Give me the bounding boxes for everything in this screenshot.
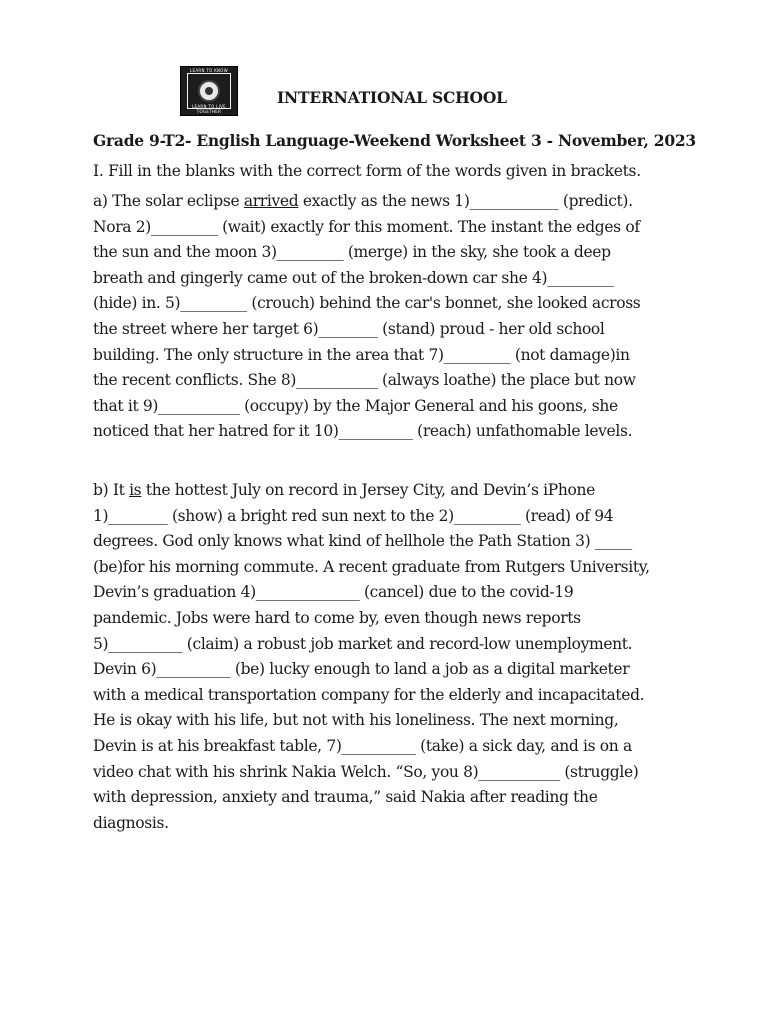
exercise-a-line: noticed that her hatred for it 10)__________ (reach) unfathomable levels. [93,422,633,441]
exercise-b-line: 5)__________ (claim) a robust job market and record-low unemployment. [93,634,633,653]
exercise-b-paragraph [93,478,673,836]
exercise-a-line: the sun and the moon 3)_________ (merge) in the sky, she took a deep [93,243,611,262]
globe-emblem-icon [198,80,220,102]
exercise-b-line: Devin 6)__________ (be) lucky enough to land a job as a digital marketer [93,660,630,679]
exercise-a-line: building. The only structure in the area that 7)_________ (not damage)in [93,345,630,364]
exercise-b-line: degrees. God only knows what kind of hellhole the Path Station 3) _____ [93,532,632,551]
logo-motto-bottom: LEARN TO LIVE TOGETHER [192,104,226,114]
exercise-b-line: with depression, anxiety and trauma,” said Nakia after reading the [93,788,598,807]
school-logo [180,66,238,116]
exercise-b-line-1: b) It is the hottest July on record in Jersey City, and Devin’s iPhone [93,481,595,499]
logo-motto-top: LEARN TO KNOW [189,68,229,73]
exercise-b-line: (be)for his morning commute. A recent graduate from Rutgers University, [93,557,650,576]
exercise-a-line: breath and gingerly came out of the broken-down car she 4)_________ [93,268,614,287]
underlined-word: is [129,481,142,499]
instruction: I. Fill in the blanks with the correct form of the words given in brackets. [93,162,641,180]
exercise-a-line: that it 9)___________ (occupy) by the Major General and his goons, she [93,396,618,415]
exercise-b-line: 1)________ (show) a bright red sun next to the 2)_________ (read) of 94 [93,506,614,525]
worksheet-title: Grade 9-T2- English Language-Weekend Worksheet 3 - November, 2023 [93,131,696,150]
exercise-b-line: pandemic. Jobs were hard to come by, even though news reports [93,608,581,627]
exercise-a-line: (hide) in. 5)_________ (crouch) behind the car's bonnet, she looked across [93,294,641,313]
exercise-b-line: He is okay with his life, but not with his loneliness. The next morning, [93,711,619,730]
underlined-word: arrived [243,192,299,210]
exercise-b-line: video chat with his shrink Nakia Welch. “So, you 8)___________ (struggle) [93,762,639,781]
exercise-b-line: diagnosis. [93,813,169,832]
exercise-a-line: Nora 2)_________ (wait) exactly for this moment. The instant the edges of [93,217,640,236]
exercise-a-line: the recent conflicts. She 8)___________ (always loathe) the place but now [93,371,636,390]
exercise-b-line: Devin’s graduation 4)______________ (cancel) due to the covid-19 [93,583,574,602]
exercise-b-line: with a medical transportation company for the elderly and incapacitated. [93,685,645,704]
school-name: INTERNATIONAL SCHOOL [277,88,507,107]
exercise-a-paragraph [93,189,673,445]
exercise-b-line: Devin is at his breakfast table, 7)__________ (take) a sick day, and is on a [93,736,632,755]
exercise-a-line: the street where her target 6)________ (stand) proud - her old school [93,319,605,338]
exercise-a-line-1: a) The solar eclipse arrived exactly as the news 1)____________ (predict). [93,192,633,210]
